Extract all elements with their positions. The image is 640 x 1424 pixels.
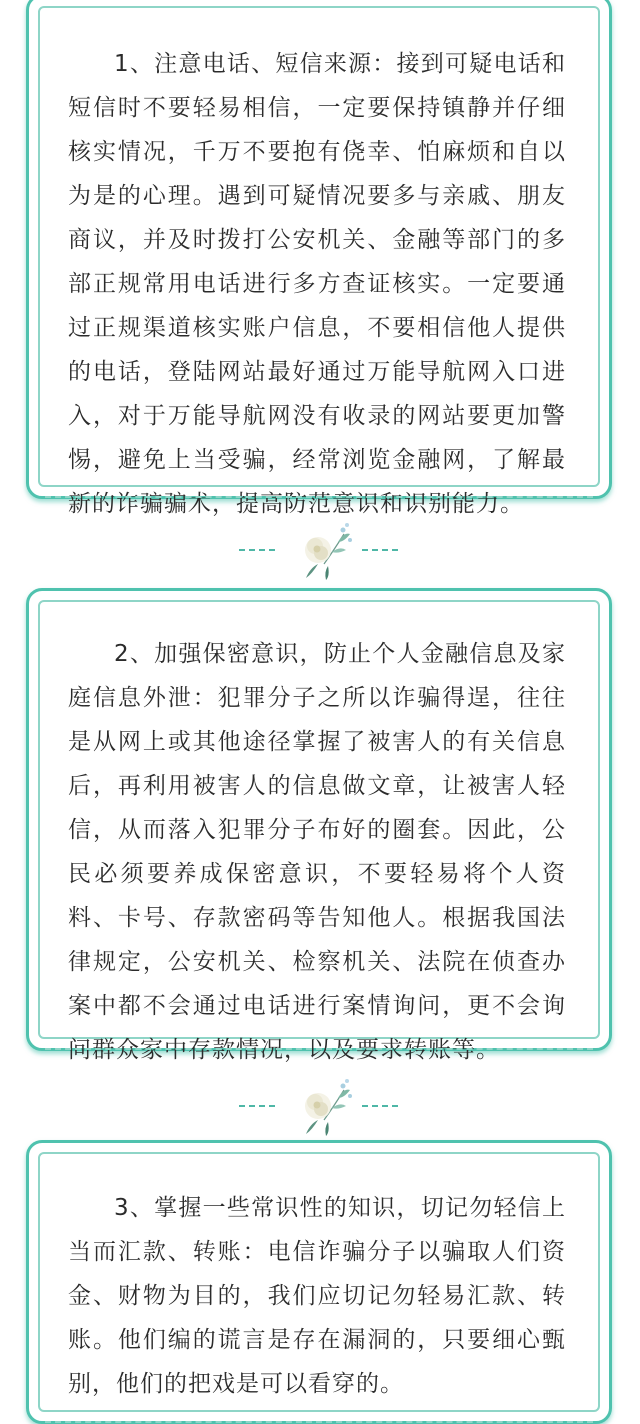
tip-text-2: 2、加强保密意识，防止个人金融信息及家庭信息外泄：犯罪分子之所以诈骗得逞，往往是从网上或其他途径掌握了被害人的有关信息后，再利用被害人的信息做文章，让被害人轻信，从而落入犯罪分子布好的圈套。因此，公民必须要养成保密意识，不要轻易将个人资料、卡号、存款密码等告知他人。根据我国法律规定，公安机关、检察机关、法院在侦查办案中都不会通过电话进行案情询问，更不会询问群众家中存款情况，以及要求转账等。 xyxy=(68,641,566,1063)
divider-dash-right xyxy=(362,549,398,551)
divider-dash-left xyxy=(239,1105,275,1107)
tip-text-1: 1、注意电话、短信来源：接到可疑电话和短信时不要轻易相信，一定要保持镇静并仔细核实情况，千万不要抱有侥幸、怕麻烦和自以为是的心理。遇到可疑情况要多与亲戚、朋友商议，并及时拨打公安机关、金融等部门的多部正规常用电话进行多方查证核实。一定要通过正规渠道核实账户信息，不要相信他人提供的电话，登陆网站最好通过万能导航网入口进入，对于万能导航网没有收录的网站要更加警惕，避免上当受骗，经常浏览金融网，了解最新的诈骗骗术，提高防范意识和识别能力。 xyxy=(68,51,566,517)
divider-dash-left xyxy=(239,549,275,551)
section-divider-2 xyxy=(0,1076,640,1136)
divider-dash-right xyxy=(362,1105,398,1107)
tip-card-3 xyxy=(26,1140,612,1424)
flower-icon xyxy=(294,520,354,580)
tip-card-2 xyxy=(26,588,612,1063)
tip-card-1-inner-frame xyxy=(38,6,600,517)
tip-card-2-inner-frame xyxy=(38,600,600,1063)
flower-icon xyxy=(294,1076,354,1136)
tip-card-3-inner-frame xyxy=(38,1152,600,1412)
tip-text-3: 3、掌握一些常识性的知识，切记勿轻信上当而汇款、转账：电信诈骗分子以骗取人们资金、财物为目的，我们应切记勿轻易汇款、转账。他们编的谎言是存在漏洞的，只要细心甄别，他们的把戏是可以看穿的。 xyxy=(68,1195,566,1397)
tip-card-1 xyxy=(26,0,612,517)
section-divider-1 xyxy=(0,520,640,580)
